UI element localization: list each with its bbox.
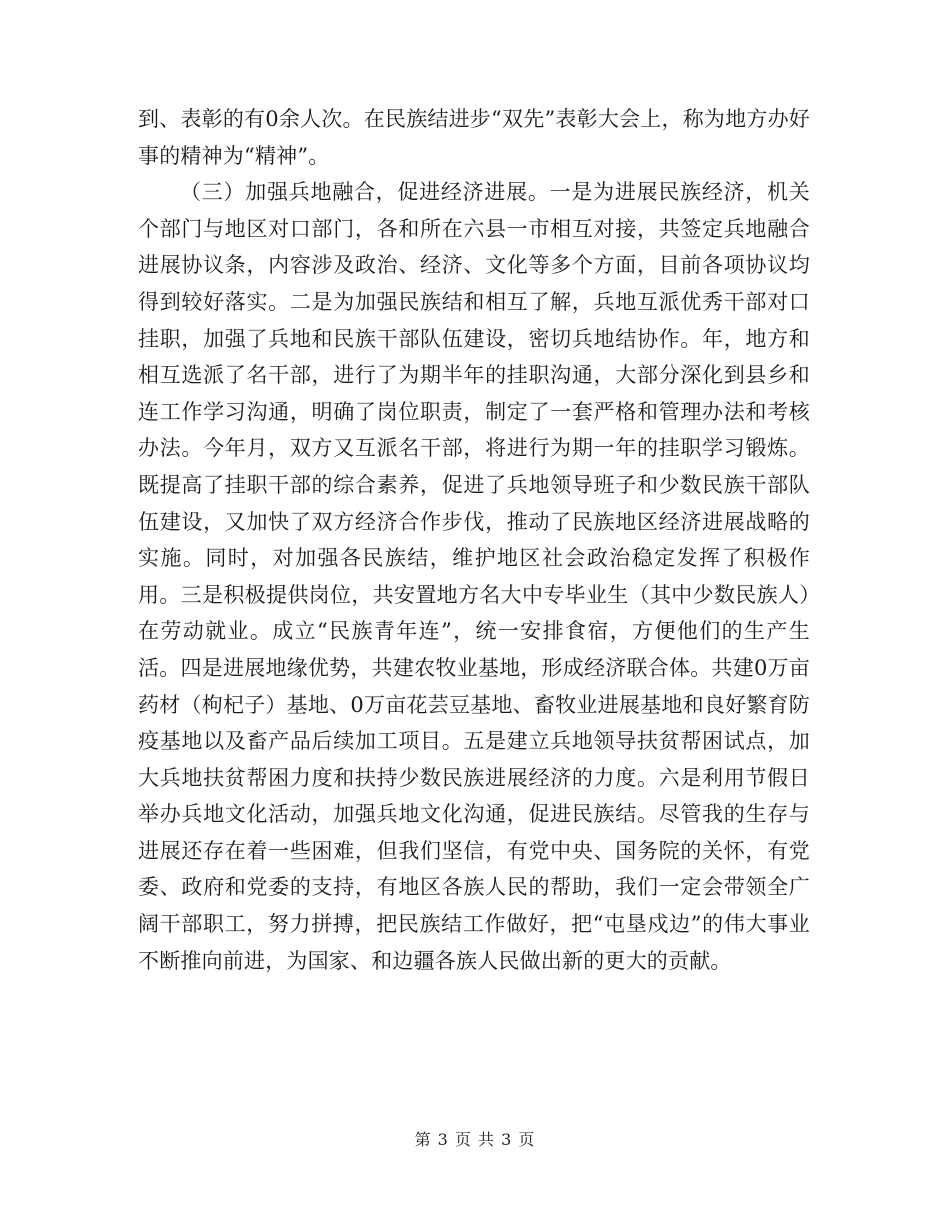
document-body xyxy=(138,101,810,979)
paragraph-section-three: （三）加强兵地融合，促进经济进展。一是为进展民族经济，机关个部门与地区对口部门，各和所在六县一市相互对接，共签定兵地融合进展协议条，内容涉及政治、经济、文化等多个方面，目前各项协议均得到较好落实。二是为加强民族结和相互了解，兵地互派优秀干部对口挂职，加强了兵地和民族干部队伍建设，密切兵地结协作。年，地方和相互选派了名干部，进行了为期半年的挂职沟通，大部分深化到县乡和连工作学习沟通，明确了岗位职责，制定了一套严格和管理办法和考核办法。今年月，双方又互派名干部，将进行为期一年的挂职学习锻炼。既提高了挂职干部的综合素养，促进了兵地领导班子和少数民族干部队伍建设，又加快了双方经济合作步伐，推动了民族地区经济进展战略的实施。同时，对加强各民族结，维护地区社会政治稳定发挥了积极作用。三是积极提供岗位，共安置地方名大中专毕业生（其中少数民族人）在劳动就业。成立“民族青年连”，统一安排食宿，方便他们的生产生活。四是进展地缘优势，共建农牧业基地，形成经济联合体。共建0万亩药材（枸杞子）基地、0万亩花芸豆基地、畜牧业进展基地和良好繁育防疫基地以及畜产品后续加工项目。五是建立兵地领导扶贫帮困试点，加大兵地扶贫帮困力度和扶持少数民族进展经济的力度。六是利用节假日举办兵地文化活动，加强兵地文化沟通，促进民族结。尽管我的生存与进展还存在着一些困难，但我们坚信，有党中央、国务院的关怀，有党委、政府和党委的支持，有地区各族人民的帮助，我们一定会带领全广阔干部职工，努力拼搏，把民族结工作做好，把“屯垦戍边”的伟大事业不断推向前进，为国家、和边疆各族人民做出新的更大的贡献。 xyxy=(138,180,810,973)
page-number-footer: 第 3 页 共 3 页 xyxy=(414,1130,536,1149)
paragraph-continuation: 到、表彰的有0余人次。在民族结进步“双先”表彰大会上，称为地方办好事的精神为“精神”。 xyxy=(138,107,810,168)
